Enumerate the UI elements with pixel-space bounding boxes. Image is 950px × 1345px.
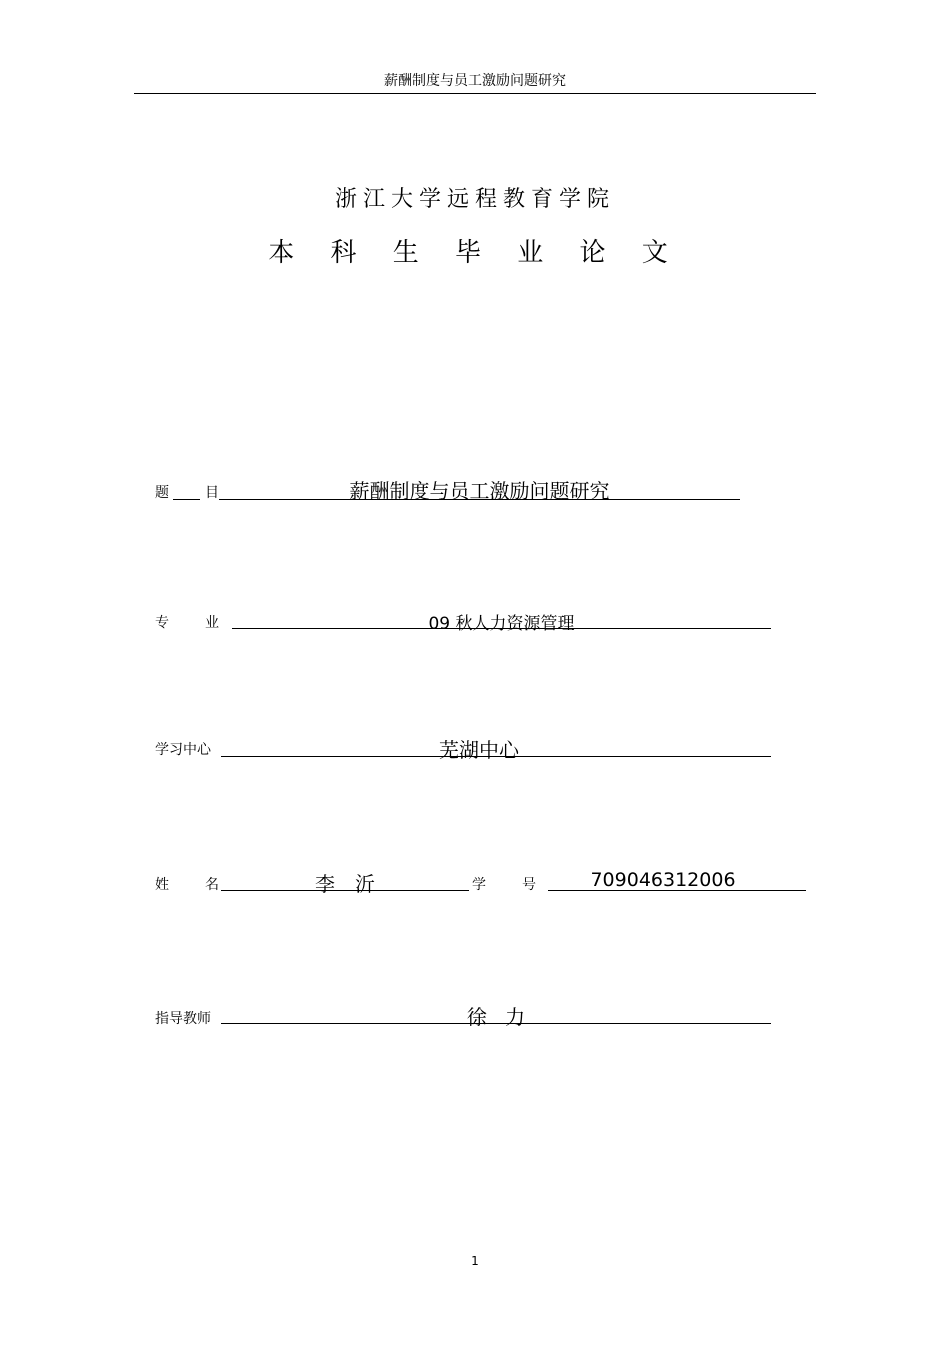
school-name: 浙江大学远程教育学院 — [334, 187, 615, 212]
name-label-b: 名 — [205, 877, 219, 893]
topic-value: 薪酬制度与员工激励问题研究 — [349, 479, 610, 503]
center-value: 芜湖中心 — [439, 738, 519, 762]
advisor-label: 指导教师 — [155, 1011, 211, 1027]
student-id-label-b: 号 — [522, 877, 536, 893]
thesis-type: 本 科 生 毕 业 论 文 — [268, 238, 682, 268]
topic-label-underline — [173, 499, 200, 500]
page-number: 1 — [471, 1254, 479, 1268]
topic-label-b: 目 — [205, 485, 219, 501]
student-id-value: 709046312006 — [590, 869, 736, 891]
center-label: 学习中心 — [155, 742, 211, 758]
topic-label-a: 题 — [155, 485, 169, 501]
name-value: 李 沂 — [315, 872, 375, 896]
advisor-value: 徐 力 — [466, 1005, 532, 1029]
running-header: 薪酬制度与员工激励问题研究 — [384, 73, 566, 89]
major-label-b: 业 — [205, 615, 219, 631]
name-label-a: 姓 — [155, 877, 169, 893]
major-value: 09 秋人力资源管理 — [428, 614, 575, 634]
student-id-label-a: 学 — [472, 877, 486, 893]
major-label-a: 专 — [155, 615, 169, 631]
header-rule — [134, 93, 816, 94]
